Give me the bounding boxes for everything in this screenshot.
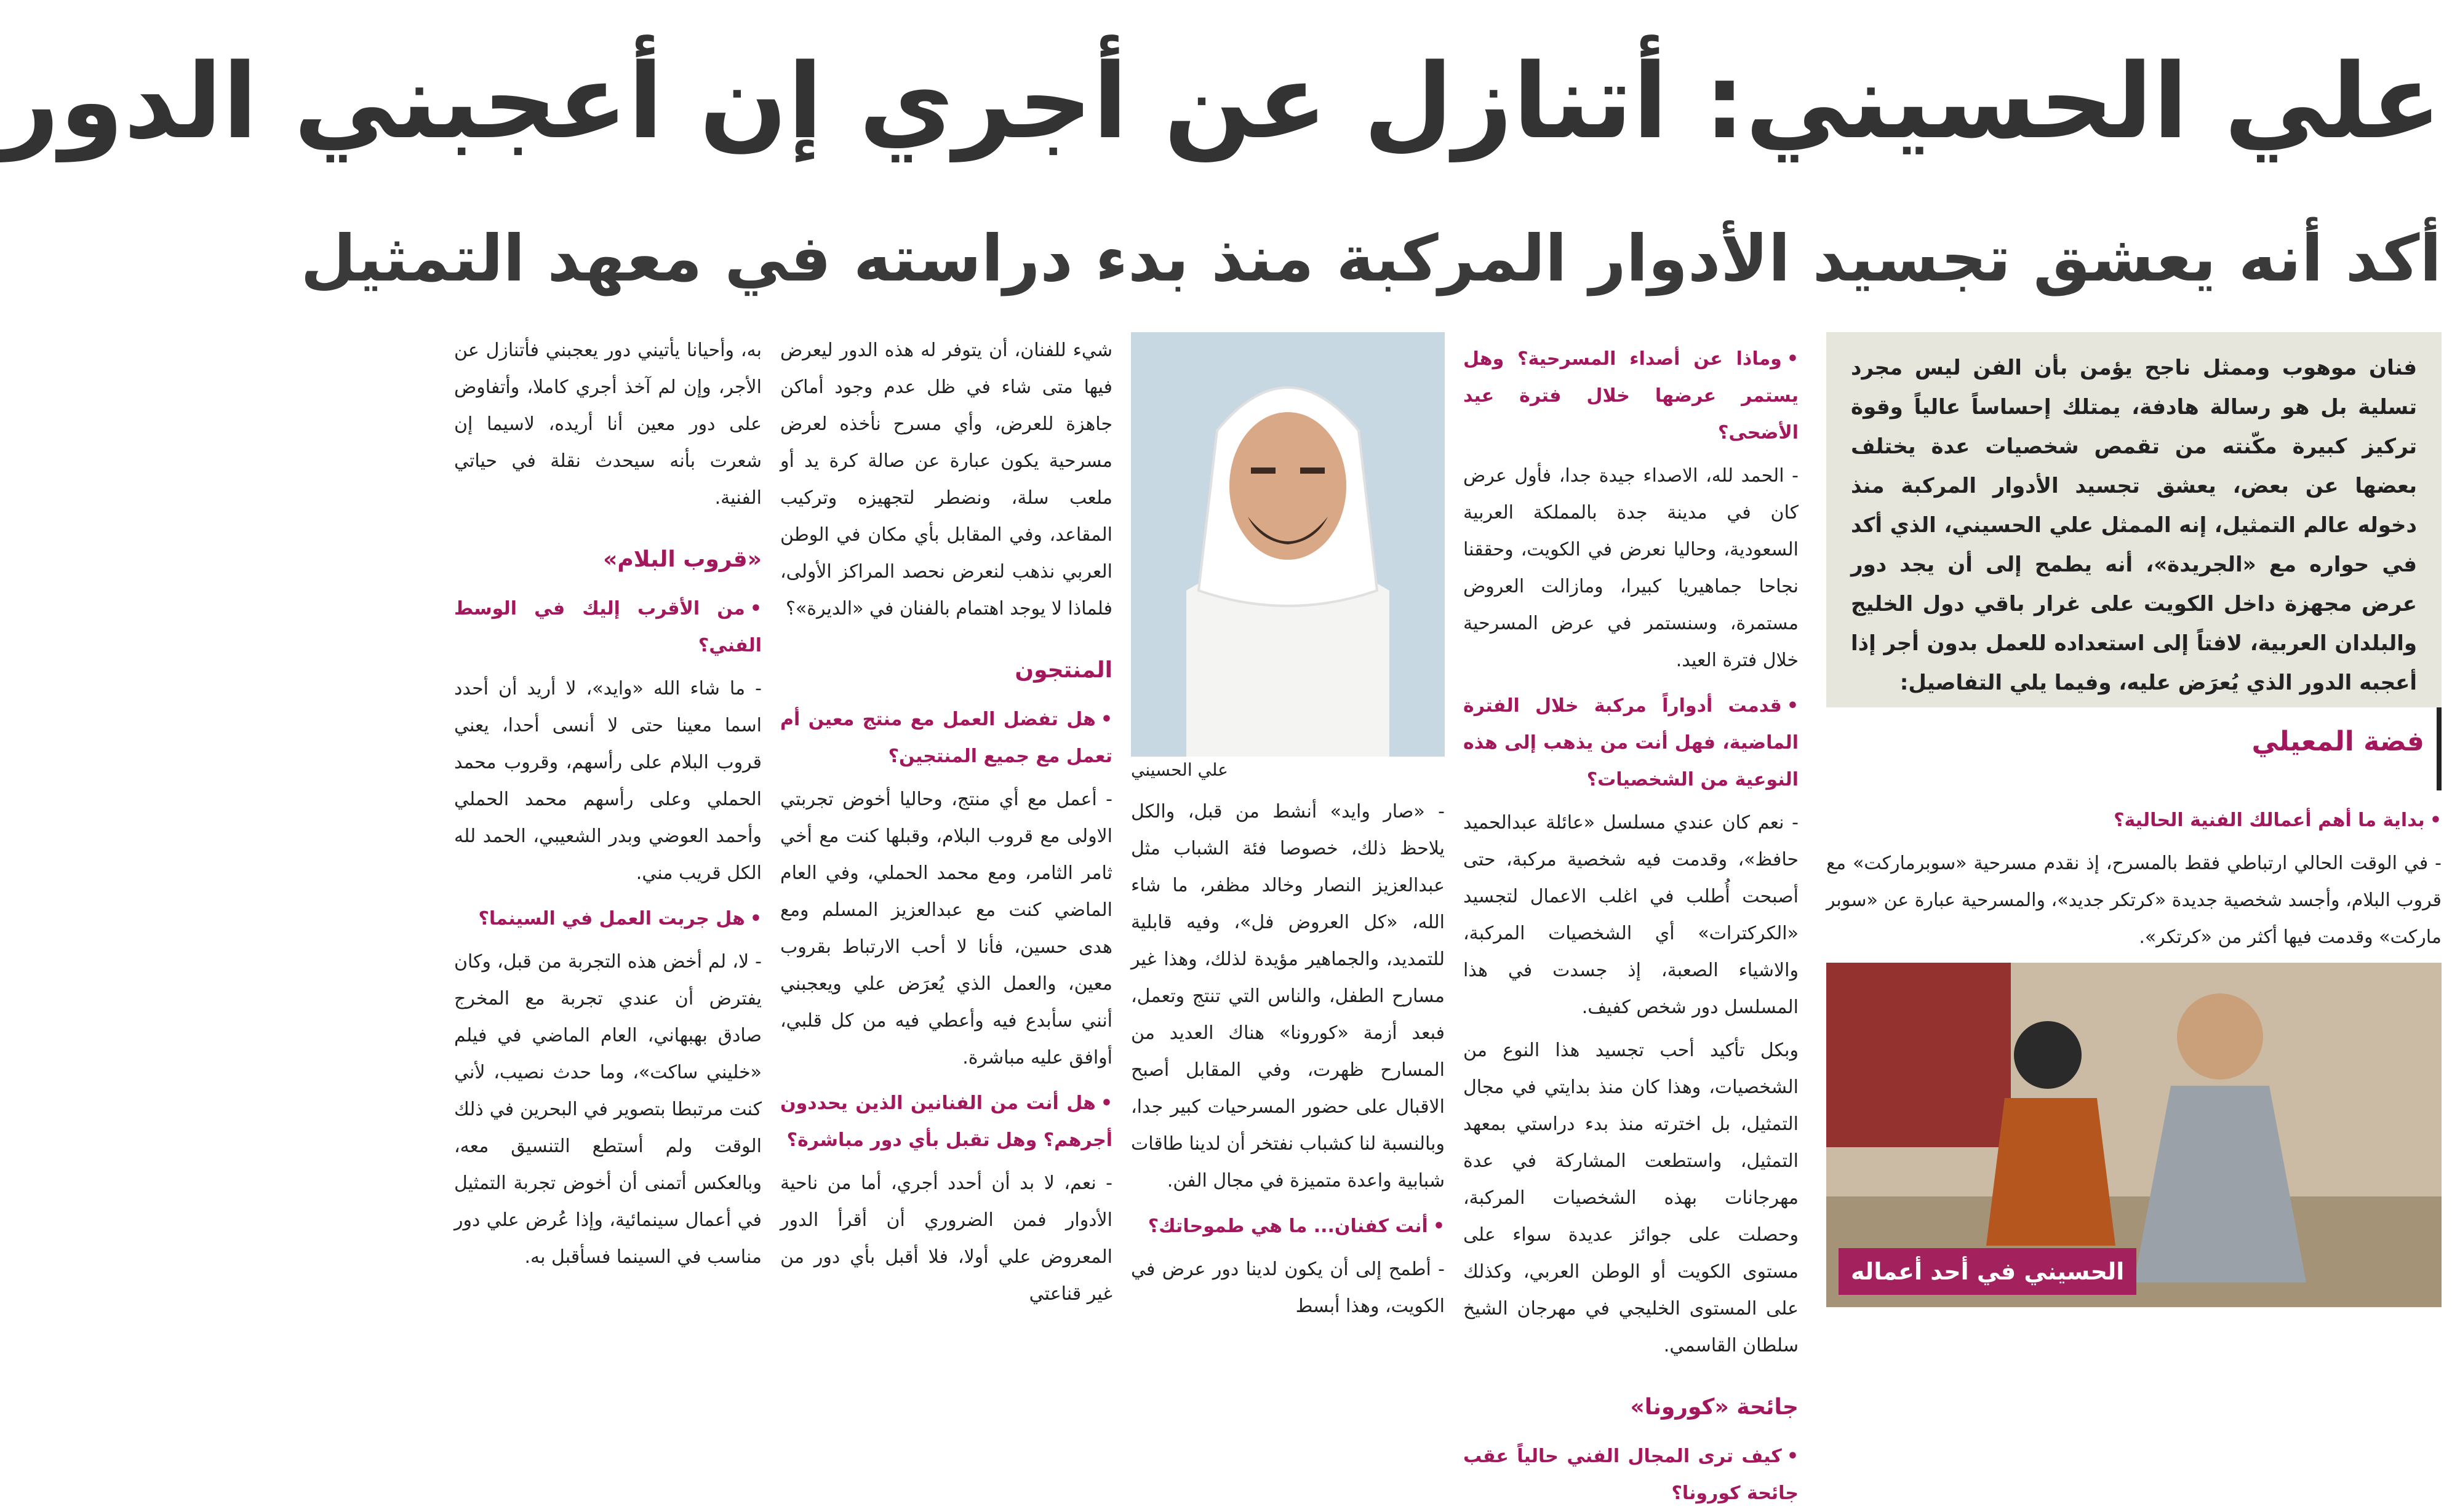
question: •كيف ترى المجال الفني حالياً عقب جائحة كورونا؟ xyxy=(1463,1446,1799,1504)
answer: - أعمل مع أي منتج، وحاليا أخوض تجربتي الاولى مع قروب البلام، وقبلها كنت مع أخي ثامر الثامر، ومع محمد الحملي، وفي العام الماضي كنت مع عبدالعزيز المسلم ومع هدى حسين، فأنا لا أحب الارتباط بقروب معين، والعمل الذي يُعرَض علي ويعجبني أنني سأبدع فيه وأعطي فيه من كل قلبي، أوافق عليه مباشرة. xyxy=(780,789,1112,1068)
question: •هل جربت العمل في السينما؟ xyxy=(478,908,762,929)
answer: - لا، لم أخض هذه التجربة من قبل، وكان يفترض أن عندي تجربة مع المخرج صادق بهبهاني، العام الماضي في فيلم «خليني ساكت»، وما حدث نصيب، لأني كنت مرتبطا بتصوير في البحرين في ذلك الوقت ولم أستطع التنسيق معه، وبالعكس أتمنى أن أخوض تجربة التمثيل في أعمال سينمائية، وإذا عُرض علي دور مناسب في السينما فسأقبل به. xyxy=(454,951,762,1268)
photo-caption: علي الحسيني xyxy=(1131,760,1228,780)
byline: فضة المعيلي xyxy=(1826,707,2442,790)
section-heading: جائحة «كورونا» xyxy=(1630,1395,1799,1420)
subheadline: أكد أنه يعشق تجسيد الأدوار المركبة منذ بدء دراسته في معهد التمثيل xyxy=(300,221,2442,296)
answer: به، وأحيانا يأتيني دور يعجبني فأتنازل عن الأجر، وإن لم آخذ أجري كاملا، وأتفاوض على دور معين أنا أريده، لاسيما إن شعرت بأنه سيحدث نقلة في حياتي الفنية. xyxy=(454,340,762,509)
answer: شيء للفنان، أن يتوفر له هذه الدور ليعرض فيها متى شاء في ظل عدم وجود أماكن جاهزة للعرض، وأي مسرح نأخذه لعرض مسرحية يكون عبارة عن صالة كرة يد أو ملعب سلة، ونضطر لتجهيزه وتركيب المقاعد، وفي المقابل بأي مكان في الوطن العربي نذهب لنعرض نحصد المراكز الأولى، فلماذا لا يوجد اهتمام بالفنان في «الديرة»؟ xyxy=(780,340,1112,619)
portrait-photo xyxy=(1131,332,1445,757)
answer: - «صار وايد» أنشط من قبل، والكل يلاحظ ذلك، خصوصا فئة الشباب مثل عبدالعزيز النصار وخالد مظفر، ما شاء الله، «كل العروض فل»، وفيه قابلية للتمديد، والجماهير مؤيدة لذلك، وهذا غير مسارح الطفل، والناس التي تنتج وتعمل، فبعد أزمة «كورونا» هناك العديد من المسارح ظهرت، وفي المقابل أصبح الاقبال على حضور المسرحيات كبير جدا، وبالنسبة لنا كشباب نفتخر أن لدينا طاقات شبابية واعدة متميزة في مجال الفن. xyxy=(1131,801,1445,1192)
question: •هل تفضل العمل مع منتج معين أم تعمل مع جميع المنتجين؟ xyxy=(780,709,1112,767)
question: •أنت كفنان... ما هي طموحاتك؟ xyxy=(1148,1216,1445,1237)
question: •بداية ما أهم أعمالك الفنية الحالية؟ xyxy=(2114,810,2442,831)
answer: وبكل تأكيد أحب تجسيد هذا النوع من الشخصيات، وهذا كان منذ بدايتي في مجال التمثيل، بل اخترته منذ بدء دراستي بمعهد التمثيل، واستطعت المشاركة في عدة مهرجانات بهذه الشخصيات المركبة، وحصلت على جوائز عديدة سواء على مستوى الكويت أو الوطن العربي، وكذلك على المستوى الخليجي في مهرجان الشيخ سلطان القاسمي. xyxy=(1463,1040,1799,1356)
question: •وماذا عن أصداء المسرحية؟ وهل يستمر عرضها خلال فترة عيد الأضحى؟ xyxy=(1463,348,1799,444)
article-column-4 xyxy=(780,332,1112,1310)
answer: - أطمح إلى أن يكون لدينا دور عرض في الكويت، وهذا أبسط xyxy=(1131,1259,1445,1317)
question: •هل أنت من الفنانين الذين يحددون أجرهم؟ وهل تقبل بأي دور مباشرة؟ xyxy=(780,1092,1112,1151)
answer: - الحمد لله، الاصداء جيدة جدا، فأول عرض كان في مدينة جدة بالمملكة العربية السعودية، وحاليا نعرض في الكويت، وحققنا نجاحا جماهيريا كبيرا، ومازالت العروض مستمرة، وسنستمر في عرض المسرحية خلال فترة العيد. xyxy=(1463,465,1799,671)
section-heading: «قروب البلام» xyxy=(603,547,762,572)
question: •قدمت أدواراً مركبة خلال الفترة الماضية، فهل أنت من يذهب إلى هذه النوعية من الشخصيات؟ xyxy=(1463,695,1799,790)
section-heading: المنتجون xyxy=(1015,658,1112,683)
answer: - ما شاء الله «وايد»، لا أريد أن أحدد اسما معينا حتى لا أنسى أحدا، يعني قروب البلام على رأسهم، وقروب محمد الحملي وعلى رأسهم محمد الحملي وأحمد العوضي وبدر الشعيبي، الحمد لله الكل قريب مني. xyxy=(454,678,762,884)
answer: - نعم، لا بد أن أحدد أجري، أما من ناحية الأدوار فمن الضروري أن أقرأ الدور المعروض علي أولا، فلا أقبل بأي دور من غير قناعتي xyxy=(780,1172,1112,1305)
portrait-illustration xyxy=(1131,332,1445,757)
question: •من الأقرب إليك في الوسط الفني؟ xyxy=(454,598,762,656)
article-column-2 xyxy=(1463,332,1799,1504)
answer: - نعم كان عندي مسلسل «عائلة عبدالحميد حافظ»، وقدمت فيه شخصية مركبة، حتى أصبحت أُطلب في اغلب الاعمال لتجسيد «الكركترات» أي الشخصيات المركبة، والاشياء الصعبة، إذ جسدت في هذا المسلسل دور شخص كفيف. xyxy=(1463,812,1799,1018)
answer: - في الوقت الحالي ارتباطي فقط بالمسرح، إذ نقدم مسرحية «سوبرماركت» مع قروب البلام، وأجسد شخصية جديدة «كرتكر جديد»، والمسرحية عبارة عن «سوبر ماركت» وقدمت فيها أكثر من «كرتكر». xyxy=(1826,853,2442,948)
photo2-caption: الحسيني في أحد أعماله xyxy=(1839,1248,2136,1295)
intro-box: فنان موهوب وممثل ناجح يؤمن بأن الفن ليس مجرد تسلية بل هو رسالة هادفة، يمتلك إحساساً عالياً وقوة تركيز كبيرة مكّنته من تقمص شخصيات عدة يختلف بعضها عن بعض، يعشق تجسيد الأدوار المركبة منذ دخوله عالم التمثيل، إنه الممثل علي الحسيني، الذي أكد في حواره مع «الجريدة»، أنه يطمح إلى أن يجد دور عرض مجهزة داخل الكويت على غرار باقي دول الخليج والبلدان العربية، لافتاً إلى استعداده للعمل بدون أجر إذا أعجبه الدور الذي يُعرَض عليه، وفيما يلي التفاصيل: xyxy=(1826,332,2442,707)
headline: علي الحسيني: أتنازل عن أجري إن أعجبني الدور xyxy=(0,41,2442,162)
article-column-1 xyxy=(1826,794,2442,960)
article-column-3 xyxy=(1131,794,1445,1317)
article-column-5 xyxy=(454,332,762,1310)
scene-photo xyxy=(1826,963,2442,1307)
